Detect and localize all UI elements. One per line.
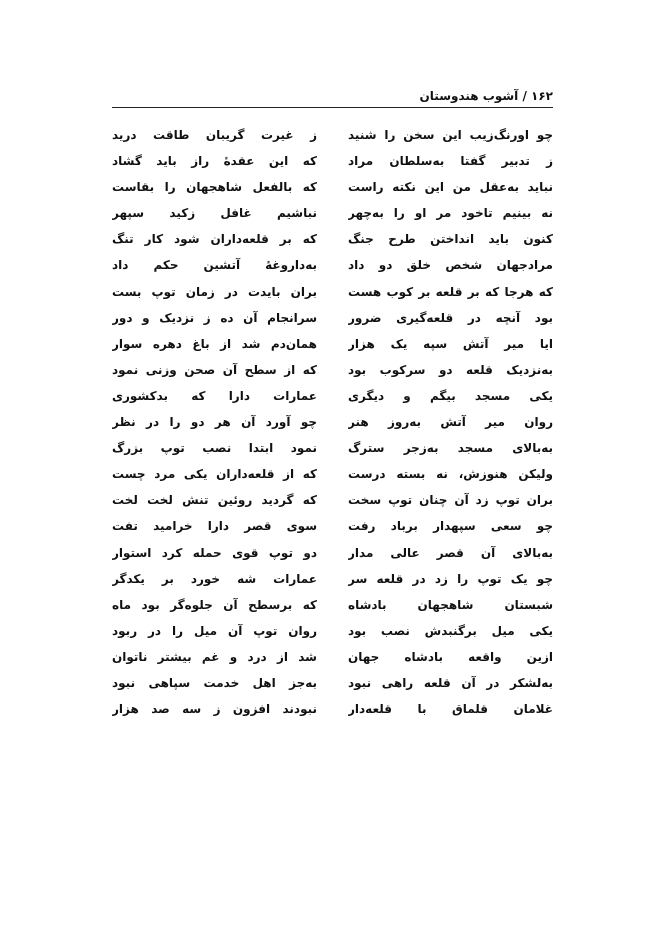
verse-first-hemistich: چو سعی سپهدار برباد رفت [348,519,553,534]
verse-second-hemistich: نمود ابتدا نصب توپ بزرگ [112,441,317,456]
verse-second-hemistich: که این عقدهٔ راز باید گشاد [112,154,317,169]
verse-second-hemistich: ز غیرت گریبان طاقت درید [112,128,317,142]
verse-first-hemistich: مرادجهان شخص خلق دو داد [348,258,553,273]
verse-second-hemistich: روان توپ آن میل را در ربود [112,623,317,638]
verse-row [112,646,553,672]
verse-first-hemistich: ولیکن هنوزش، نه بسته درست [348,467,553,482]
verse-row [112,515,553,541]
verse-first-hemistich: شبستان شاهجهان بادشاه [348,597,553,612]
verse-second-hemistich: شد از درد و غم بیشتر ناتوان [112,649,317,664]
verse-second-hemistich: که از سطح آن صحن وزنی نمود [112,362,317,377]
verse-first-hemistich: چو یک توپ را زد در قلعه سر [348,571,553,586]
verse-second-hemistich: بران بایدت در زمان توپ بست [112,284,317,299]
verse-second-hemistich: نبودند افزون ز سه صد هزار [112,702,317,717]
verse-first-hemistich: نباید به‌عقل من این نکته راست [348,180,553,195]
verse-second-hemistich: که گردید روئین تنش لخت لخت [112,493,317,508]
verse-first-hemistich: ازین واقعه بادشاه جهان [348,649,553,664]
verse-first-hemistich: کنون باید انداختن طرح جنگ [348,232,553,247]
verse-first-hemistich: به‌بالای آن قصر عالی مدار [348,545,553,560]
verse-first-hemistich: ز تدبیر گفتا به‌سلطان مراد [348,154,553,169]
verse-second-hemistich: سوی قصر دارا خرامید تفت [112,519,317,534]
verse-row [112,620,553,646]
verse-row [112,385,553,411]
verse-row [112,124,553,150]
verse-row [112,489,553,515]
page-header [112,86,553,108]
verse-second-hemistich: به‌داروغهٔ آتشین حکم داد [112,258,317,273]
running-header: ۱۶۲ / آشوب هندوستان [419,89,553,103]
verse-first-hemistich: یکی میل برگنبدش نصب بود [348,623,553,638]
verse-first-hemistich: ایا میر آتش سپه یک هزار [348,336,553,351]
verse-row [112,228,553,254]
verse-second-hemistich: عمارات شه خورد بر یکدگر [112,571,317,586]
verse-row [112,254,553,280]
verse-row [112,437,553,463]
verse-row [112,698,553,724]
verse-row [112,411,553,437]
verse-first-hemistich: بود آنچه در قلعه‌گیری ضرور [348,310,553,325]
verse-second-hemistich: که برسطح آن جلوه‌گر بود ماه [112,597,317,612]
verse-row [112,176,553,202]
verse-row [112,594,553,620]
verse-first-hemistich: به‌نزدیک قلعه دو سرکوب بود [348,362,553,377]
verse-second-hemistich: همان‌دم شد از باغ دهره سوار [112,336,317,351]
verse-second-hemistich: به‌جز اهل خدمت سپاهی نبود [112,675,317,690]
verse-row [112,333,553,359]
verse-first-hemistich: نه بینیم تاخود مر او را به‌چهر [348,206,553,221]
verse-row [112,202,553,228]
verse-second-hemistich: که از قلعه‌داران یکی مرد چست [112,467,317,482]
verse-row [112,672,553,698]
verse-first-hemistich: چو اورنگ‌زیب این سخن را شنید [348,128,553,142]
verse-row [112,463,553,489]
verse-second-hemistich: که بر قلعه‌داران شود کار تنگ [112,232,317,247]
verse-row [112,281,553,307]
verse-row [112,307,553,333]
verse-first-hemistich: غلامان قلماق با قلعه‌دار [348,702,553,717]
verse-second-hemistich: چو آورد آن هر دو را در نظر [112,415,317,430]
verse-first-hemistich: بران توپ زد آن چنان توپ سخت [348,493,553,508]
verse-first-hemistich: روان میر آتش به‌روز هنر [348,415,553,430]
verse-first-hemistich: یکی مسجد بیگم و دیگری [348,388,553,403]
verse-row [112,359,553,385]
verse-second-hemistich: نباشیم غافل زکید سپهر [112,206,317,221]
verse-row [112,542,553,568]
verse-row [112,568,553,594]
verse-second-hemistich: عمارات دارا که بدکشوری [112,388,317,403]
verse-first-hemistich: به‌لشکر در آن قلعه راهی نبود [348,675,553,690]
verse-first-hemistich: که هرجا که بر قلعه بر کوب هست [348,284,553,299]
verse-row [112,150,553,176]
verse-second-hemistich: سرانجام آن ده ز نزدیک و دور [112,310,317,325]
verse-second-hemistich: که بالفعل شاهجهان را بقاست [112,180,317,195]
poem-body [112,124,553,724]
verse-first-hemistich: به‌بالای مسجد به‌زجر سترگ [348,441,553,456]
verse-second-hemistich: دو توپ قوی حمله کرد استوار [112,545,317,560]
header-rule [112,107,553,108]
